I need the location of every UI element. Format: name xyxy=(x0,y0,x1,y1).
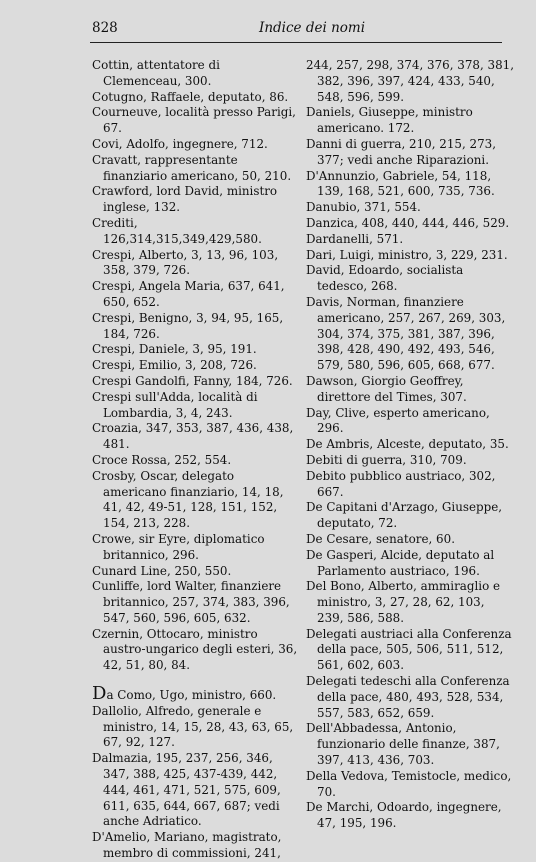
index-entry: Cunliffe, lord Walter, finanziere britannico, 257, 374, 383, 396, 547, 560, 596, 605, 632. xyxy=(92,579,290,625)
index-entry: Danzica, 408, 440, 444, 446, 529. xyxy=(306,215,510,230)
index-entry: De Marchi, Odoardo, ingegnere, 47, 195, 196. xyxy=(306,800,502,831)
index-entry: Dari, Luigi, ministro, 3, 229, 231. xyxy=(306,247,508,262)
index-entry: Dawson, Giorgio Geoffrey, direttore del Times, 307. xyxy=(306,373,467,404)
index-entry: Davis, Norman, finanziere americano, 257, 267, 269, 303, 304, 374, 375, 381, 387, 396, 398, 428, 490, 492, 493, 546, 579, 580, 596, 605, 668, 677. xyxy=(306,294,506,373)
index-entry: Dallolio, Alfredo, generale e ministro, 14, 15, 28, 43, 63, 65, 67, 92, 127. xyxy=(92,703,294,750)
index-column-left xyxy=(92,58,300,862)
index-entry: Croazia, 347, 353, 387, 436, 438, 481. xyxy=(92,421,294,452)
index-entry: De Cesare, senatore, 60. xyxy=(306,531,455,546)
index-entry: Croce Rossa, 252, 554. xyxy=(92,452,232,467)
running-header-title: Indice dei nomi xyxy=(259,20,366,36)
index-entry: Debiti di guerra, 310, 709. xyxy=(306,452,467,467)
index-entry: De Ambris, Alceste, deputato, 35. xyxy=(306,437,509,452)
page-number: 828 xyxy=(92,20,118,36)
index-entry: Cravatt, rappresentante finanziario americano, 50, 210. xyxy=(92,152,292,183)
index-entry: Cottin, attentatore di Clemenceau, 300. xyxy=(92,58,220,88)
drop-letter: D xyxy=(92,683,107,705)
index-entry: Crespi sull'Adda, località di Lombardia, 3, 4, 243. xyxy=(92,389,258,420)
index-entry: Crediti, 126,314,315,349,429,580. xyxy=(92,215,262,246)
index-entry: Covi, Adolfo, ingegnere, 712. xyxy=(92,136,268,151)
index-entry: Dardanelli, 571. xyxy=(306,231,404,246)
index-entry: 244, 257, 298, 374, 376, 378, 381, 382, 396, 397, 424, 433, 540, 548, 596, 599. xyxy=(306,58,515,104)
index-entry: Danni di guerra, 210, 215, 273, 377; vedi anche Riparazioni. xyxy=(306,136,497,167)
index-entry: Crespi, Daniele, 3, 95, 191. xyxy=(92,342,257,357)
index-entry: Delegati austriaci alla Conferenza della pace, 505, 506, 511, 512, 561, 602, 603. xyxy=(306,626,512,673)
index-entry: De Capitani d'Arzago, Giuseppe, deputato, 72. xyxy=(306,500,503,531)
index-entry: Crosby, Oscar, delegato americano finanziario, 14, 18, 41, 42, 49-51, 128, 151, 152, 154, 213, 228. xyxy=(92,468,284,531)
index-entry: D'Annunzio, Gabriele, 54, 118, 139, 168, 521, 600, 735, 736. xyxy=(306,168,495,199)
index-entry: Day, Clive, esperto americano, 296. xyxy=(306,405,490,436)
index-entry-text: a Como, Ugo, ministro, 660. xyxy=(106,688,277,703)
index-entry: Crowe, sir Eyre, diplomatico britannico, 296. xyxy=(92,531,265,562)
index-entry: Della Vedova, Temistocle, medico, 70. xyxy=(306,768,512,799)
index-entry: Czernin, Ottocaro, ministro austro-ungarico degli esteri, 36, 42, 51, 80, 84. xyxy=(92,626,298,673)
index-entry: Crespi, Alberto, 3, 13, 96, 103, 358, 379, 726. xyxy=(92,247,279,278)
index-entry: D'Amelio, Mariano, magistrato, membro di commissioni, 241, xyxy=(92,830,282,861)
index-entry: David, Edoardo, socialista tedesco, 268. xyxy=(306,263,464,294)
index-entry: Crespi Gandolfi, Fanny, 184, 726. xyxy=(92,373,293,388)
index-entry: Daniels, Giuseppe, ministro americano. 172. xyxy=(306,105,473,136)
index-entry: Cunard Line, 250, 550. xyxy=(92,563,232,578)
index-entry: Danubio, 371, 554. xyxy=(306,200,421,215)
index-entry: Crespi, Benigno, 3, 94, 95, 165, 184, 726. xyxy=(92,310,284,341)
index-entry: Cotugno, Raffaele, deputato, 86. xyxy=(92,89,289,104)
index-entry: Delegati tedeschi alla Conferenza della pace, 480, 493, 528, 534, 557, 583, 652, 659. xyxy=(306,674,510,720)
index-entry: Crespi, Angela Maria, 637, 641, 650, 652. xyxy=(92,279,285,309)
index-column-right xyxy=(306,58,514,832)
index-entry: De Gasperi, Alcide, deputato al Parlamento austriaco, 196. xyxy=(306,547,495,578)
index-entry: Crawford, lord David, ministro inglese, 132. xyxy=(92,184,278,215)
index-entry: Del Bono, Alberto, ammiraglio e ministro, 3, 27, 28, 62, 103, 239, 586, 588. xyxy=(306,579,501,625)
index-entry: Crespi, Emilio, 3, 208, 726. xyxy=(92,358,257,373)
index-entry: Dell'Abbadessa, Antonio, funzionario delle finanze, 387, 397, 413, 436, 703. xyxy=(306,721,500,768)
header-rule xyxy=(90,42,502,43)
index-entry: Courneuve, località presso Parigi, 67. xyxy=(92,105,296,136)
index-entry: Dalmazia, 195, 237, 256, 346, 347, 388, 425, 437-439, 442, 444, 461, 471, 521, 575, 609, 611, 635, 644, 667, 687; vedi anche Adriatico. xyxy=(92,751,281,829)
index-entry: Debito pubblico austriaco, 302, 667. xyxy=(306,468,496,499)
index-entry-d-section-start xyxy=(92,683,300,705)
